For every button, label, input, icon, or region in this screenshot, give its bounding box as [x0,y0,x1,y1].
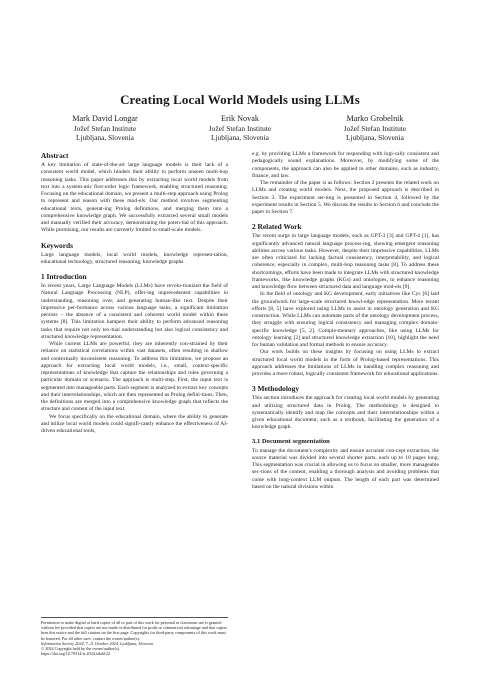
venue-line: Information Society 2024, 7–11 October 2024, Ljubljana, Slovenia [41,640,153,646]
doi-link[interactable]: https://doi.org/10.70314/is.2024.sikdd.22 [41,651,111,657]
permission-notice: Permission to make digital or hard copies of all or part of this work for personal or classroom use is granted without fee provided that copies are not made or distributed for profit or commercial advantage and that copies bear this notice and the full citation on the first page. Copyrights for third-party components of this work must be honored. For all other uses, contact the owner/author(s). [41,620,227,641]
paragraph: This section introduces the approach for creating local world models by generating and utilizing structured data in Prolog. The methodology is designed to systematically identify and map the concepts and their interrelationships within a given educational document, such as a textbook, facilitating the generation of a knowledge graph. [252,395,439,431]
author-name: Erik Novak [221,114,259,123]
methodology-heading: 3 Methodology [252,384,300,394]
paragraph: In recent years, Large Language Models (LLMs) have revolu-tionized the field of Natural Language Processing (NLP), offer-ing unprecedented capabilities in understanding, reasoning over, and generating human-like text. Despite their impressive per-formance across various language tasks, a significant limitation persists – the absence of a consistent and coherent world model within these systems [8]. This limitation hampers their ability to perform advanced reasoning tasks that require not only tex-tual understanding but also logical consistency and structured knowledge representation. [41,283,228,340]
right-column [252,151,439,491]
author-affiliation: Jožef Stefan Institute [343,124,407,133]
paragraph: The recent surge in large language models, such as GPT-3 [3] and GPT-4 [1], has significantly advanced natural language process-ing, showing emergent reasoning abilities across various tasks. However, despite their impressive capabilities, LLMs are often criticized for lacking factual consistency, interpretability, and logical coherence, especially in complex, multi-hop reasoning tasks [8]. To address these shortcomings, efforts have been made to integrate LLMs with structured knowledge frameworks, like knowledge graphs (KGs) and ontologies, to enhance reasoning and knowledge flow between structured data and language mod-els [9]. [252,233,439,290]
keywords-text: Large language models, local world models, knowledge represen-tation, educational technology, structured reasoning, knowledge graphs [41,251,228,265]
author-block [40,114,170,143]
segmentation-subheading: 3.1 Document segmentation [252,437,330,445]
abstract-heading: Abstract [41,151,69,160]
paragraph: Our work builds on these insights by focusing on using LLMs to extract structured local world models in the form of Prolog-based representations. This approach addresses the limitations of LLMs in handling complex reasoning and provides a more robust, logically consistent framework for educational applications. [252,349,439,377]
paper-title: Creating Local World Models using LLMs [120,92,360,107]
left-column [41,151,228,435]
paragraph: While current LLMs are powerful, they are inherently con-strained by their reliance on statistical correlations within vast datasets, often resulting in shallow and contextually inconsistent reasoning. To address this limitation, we propose an approach for extracting local world models, i.e., small, context-specific representations of knowledge that capture the relationships and rules governing a particular domain or scenario. The approach is multi-step. First, the input text is segmented into manageable parts. Each segment is analyzed to extract key concepts and their interrelationships, which are then represented as Prolog defini-tions. Then, the definitions are merged into a comprehensive knowledge graph that reflects the structure and content of the input text. [41,341,228,413]
author-location: Ljubljana, Slovenia [211,133,269,143]
paragraph: In the field of ontology and KG development, early initiatives like Cyc [6] laid the groundwork for large-scale structured knowl-edge representation. More recent efforts [8, 5] have explored using LLMs to assist in ontology generation and KG construction. While LLMs can automate parts of the ontology development process, they struggle with ensuring logical consistency and managing complex domain-specific knowledge [5, 2]. Comple-mentary approaches, like using LLMs for ontology learning [2] and structured knowledge extraction [10], highlight the need for human validation and formal methods to ensure accuracy. [252,291,439,348]
keywords-heading: Keywords [41,240,74,250]
author-location: Ljubljana, Slovenia [76,133,134,143]
author-block [175,114,305,143]
copyright-line: © 2024 Copyright held by the owner/author(s). [41,646,121,652]
abstract-text: A key limitation of state-of-the-art large language models is their lack of a consistent world model, which hinders their ability to perform unseen multi-hop reasoning tasks. This paper addresses this by extracting local world models from text into a system-atic first-order logic framework, enabling structured reasoning. Focusing on the educational domain, we present a multi-step approach using Prolog to represent and reason with these mod-els. Our method involves segmenting educational texts, generat-ing Prolog definitions, and merging them into a comprehensive knowledge graph. We successfully extracted several small models and manually verified their accuracy, demonstrating the poten-tial of this approach. While promising, our results are currently limited to small-scale models. [41,162,228,234]
author-location: Ljubljana, Slovenia [346,133,404,143]
author-block [310,114,440,143]
author-name: Mark David Longar [72,114,138,123]
paragraph: e.g. by providing LLMs a framework for responding with logi-cally consistent and pedagogically sound explanations. Moreover, by modifying some of the components, the approach can also be applied to other domains, such as industry, finance, and law. [252,151,439,179]
paragraph: The remainder of the paper is as follows: Section 2 presents the related work on LLMs and creating world models. Next, the proposed approach is described in Section 3. The experiment set-ting is presented in Section 4, followed by the experiment results in Section 5. We discuss the results in Section 6 and conclude the paper in Section 7. [252,180,439,215]
paragraph: We focus specifically on the educational domain, where the ability to generate and utilize local world models could signifi-cantly enhance the effectiveness of AI-driven educational tools, [41,413,228,434]
author-name: Marko Grobelnik [346,114,404,123]
introduction-heading: 1 Introduction [41,272,87,281]
copyright-footnote [41,617,228,656]
author-affiliation: Jožef Stefan Institute [208,124,272,133]
related-work-heading: 2 Related Work [252,222,302,232]
author-affiliation: Jožef Stefan Institute [73,124,137,133]
author-list [40,114,440,143]
paragraph: To manage the document's complexity and ensure accurate con-cept extraction, the source material was divided into several shorter parts, each up to 10 pages long. This segmentation was crucial in allowing us to focus on smaller, more manageable sec-tions of the content, enabling a thorough analysis and avoiding problems that come with long-context LLM outputs. The length of each part was determined based on the natural divisions within [252,447,439,490]
